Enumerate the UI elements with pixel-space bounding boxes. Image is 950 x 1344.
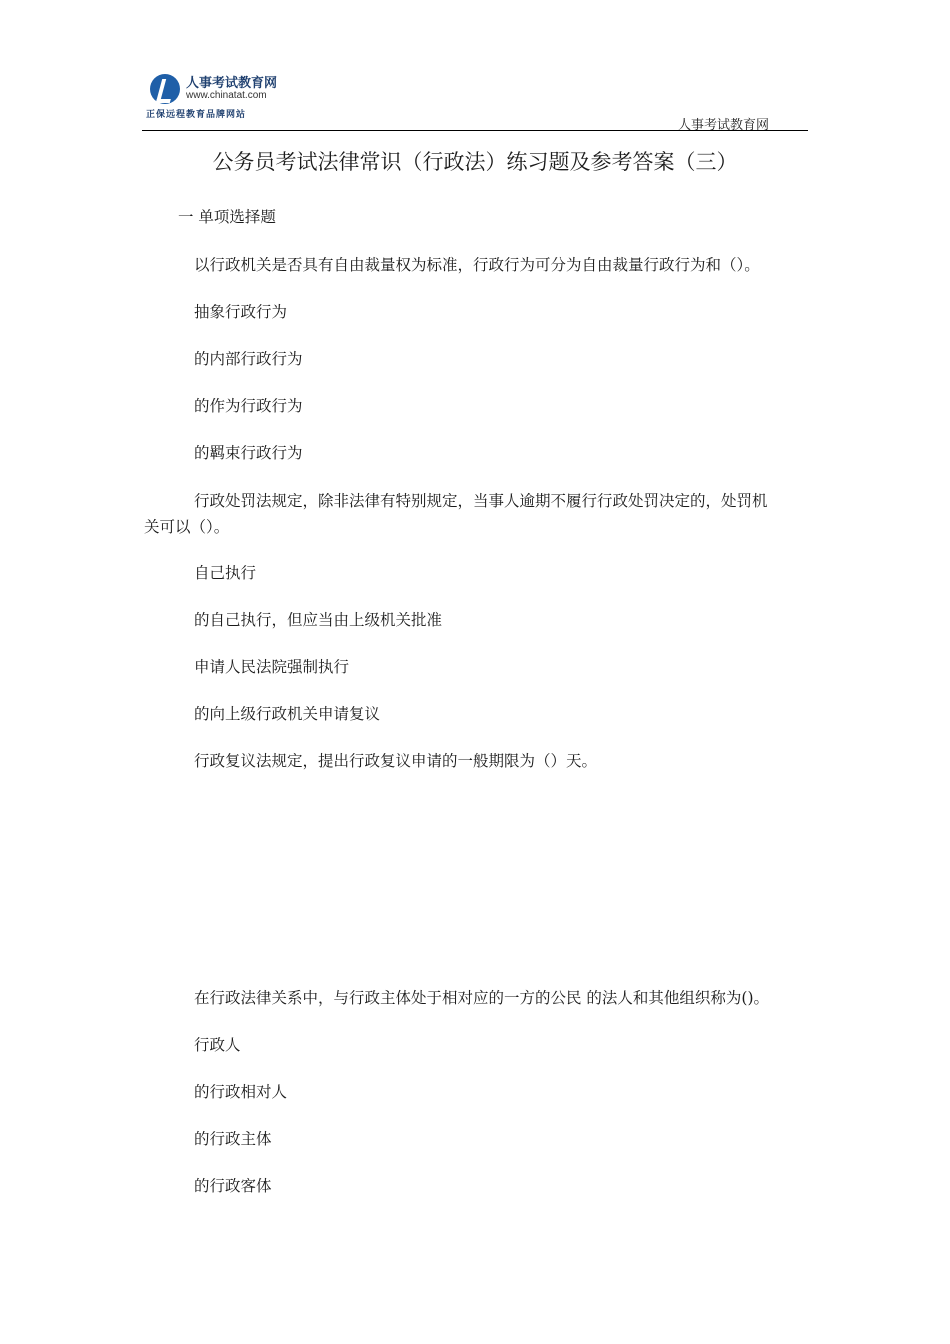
option-text: 的行政主体 (194, 1130, 272, 1148)
option-text: 的羁束行政行为 (194, 444, 303, 462)
header-site-name: 人事考试教育网 (678, 118, 770, 133)
option-text: 的作为行政行为 (194, 397, 303, 415)
option-text: 行政人 (194, 1036, 241, 1054)
option-text: 的自己执行，但应当由上级机关批准 (194, 611, 443, 629)
option-text: 申请人民法院强制执行 (194, 658, 350, 676)
option-text: 自己执行 (194, 564, 257, 582)
logo-name: 人事考试教育网 (186, 76, 278, 91)
logo-url: www.chinatat.com (186, 90, 267, 101)
option-text: 的行政相对人 (194, 1083, 288, 1101)
option-text: 的向上级行政机关申请复议 (194, 705, 381, 723)
runner-logo-icon (150, 74, 180, 104)
question-stem-continued: 关可以（）。 (144, 518, 230, 536)
option-text: 的行政客体 (194, 1177, 272, 1195)
question-stem: 行政复议法规定，提出行政复议申请的一般期限为（）天。 (194, 752, 598, 770)
section-heading: 一 单项选择题 (178, 208, 276, 226)
question-stem: 行政处罚法规定，除非法律有特别规定，当事人逾期不履行行政处罚决定的，处罚机 (194, 492, 768, 510)
logo-slogan: 正保远程教育品牌网站 (146, 110, 247, 120)
question-stem: 在行政法律关系中，与行政主体处于相对应的一方的公民 的法人和其他组织称为()。 (194, 989, 770, 1007)
option-text: 抽象行政行为 (194, 303, 288, 321)
question-stem: 以行政机关是否具有自由裁量权为标准，行政行为可分为自由裁量行政行为和（）。 (194, 256, 760, 274)
header-divider (142, 130, 808, 131)
option-text: 的内部行政行为 (194, 350, 303, 368)
document-title: 公务员考试法律常识（行政法）练习题及参考答案（三） (212, 150, 738, 174)
chinatat-logo (142, 66, 282, 122)
